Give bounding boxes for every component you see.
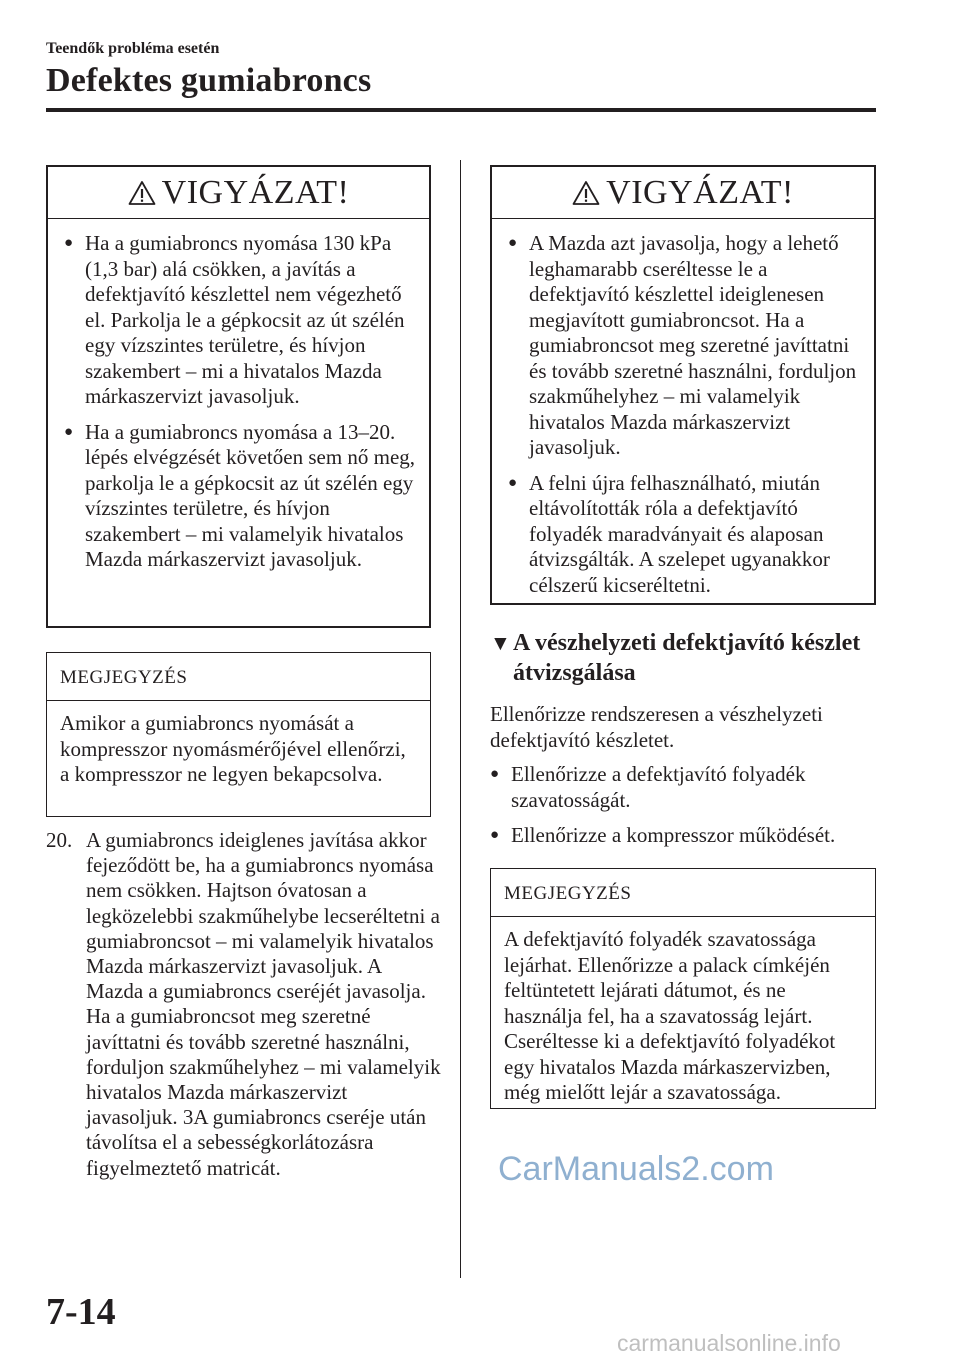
page-title: Defektes gumiabroncs xyxy=(46,62,372,99)
title-rule xyxy=(46,108,876,112)
section-bullet-list xyxy=(490,762,874,849)
bullet-icon: ● xyxy=(64,423,74,440)
caution-item: ● A Mazda azt javasolja, hogy a lehető leghamarabb cseréltesse le a defektjavító készlettel ideiglenesen megjavított gumiabroncsot. Ha a gumiabroncsot meg szeretné javíttatni és tovább szeretné használni, forduljon szakműhelyhez – mi valamelyik hivatalos Mazda márkaszervizt javasoljuk. xyxy=(508,231,857,459)
list-item: ● Ellenőrizze a kompresszor működését. xyxy=(490,823,836,847)
caution-header xyxy=(48,167,429,219)
bullet-icon: ● xyxy=(490,766,500,782)
list-item: ● Ellenőrizze a defektjavító folyadék szavatosságát. xyxy=(490,762,806,812)
section-heading xyxy=(490,628,876,688)
warning-triangle-icon xyxy=(128,180,156,206)
step-text: A gumiabroncs ideiglenes javítása akkor fejeződött be, ha a gumiabroncs nyomása nem csökken. Hajtson óvatosan a legközelebbi szakműhelybe lecseréltetni a gumiabroncsot – mi valamelyik hivatalos Mazda márkaszervizt javasoljuk. A Mazda a gumiabroncs cseréjét javasolja. Ha a gumiabroncsot meg szeretné javíttatni és tovább szeretné használni, forduljon szakműhelyhez – mi valamelyik hivatalos Mazda márkaszervizt javasoljuk. 3A gumiabroncs cseréje után távolítsa el a sebességkorlátozásra figyelmeztető matricát. xyxy=(86,828,441,1180)
footer-site-link[interactable]: carmanualsonline.info xyxy=(617,1330,841,1356)
bullet-icon: ● xyxy=(64,235,74,251)
column-divider xyxy=(460,160,461,1278)
running-head: Teendők probléma esetén xyxy=(46,40,220,57)
step-item xyxy=(46,828,442,1181)
caution-title: VIGYÁZAT! xyxy=(161,173,350,211)
step-number: 20. xyxy=(46,828,73,852)
caution-box-right xyxy=(490,165,876,605)
caution-item: ● Ha a gumiabroncs nyomása 130 kPa (1,3 bar) alá csökken, a javítás a defektjavító készlettel nem végezhető el. Parkolja le a gépkocsit az út szélén egy vízszintes területre, és hívjon szakembert – mi a hivatalos Mazda márkaszervizt javasoljuk. xyxy=(64,231,405,408)
caution-item: ● Ha a gumiabroncs nyomása a 13–20. lépés elvégzését követően sem nő meg, parkolja le a gépkocsit az út szélén egy vízszintes területre, és hívjon szakembert – mi valamelyik hivatalos Mazda márkaszervizt javasoljuk. xyxy=(64,419,416,571)
watermark: CarManuals2.com xyxy=(498,1150,774,1188)
page-number: 7-14 xyxy=(46,1291,116,1333)
bullet-icon: ● xyxy=(508,235,518,251)
note-text: A defektjavító folyadék szavatossága lejárhat. Ellenőrizze a palack címkéjén feltüntetett lejárati dátumot, és ne használja fel, ha a szavatosság lejárt. Cseréltesse ki a defektjavító folyadékot egy hivatalos Mazda márkaszervizben, még mielőtt lejár a szavatossága. xyxy=(504,927,836,1104)
bullet-icon: ● xyxy=(508,474,518,491)
section-intro: Ellenőrizze rendszeresen a vészhelyzeti defektjavító készletet. xyxy=(490,702,823,752)
caution-title: VIGYÁZAT! xyxy=(606,173,794,211)
section-heading-text: A vészhelyzeti defektjavító készlet átvizsgálása xyxy=(513,630,861,686)
caution-item: ● A felni újra felhasználható, miután eltávolították róla a defektjavító folyadék maradványait és alaposan átvizsgálták. A szelepet ugyanakkor célszerű kicseréltetni. xyxy=(508,470,830,597)
note-box-left xyxy=(46,652,431,817)
bullet-icon: ● xyxy=(490,827,500,843)
note-title: MEGJEGYZÉS xyxy=(47,653,430,701)
caution-box-left xyxy=(46,165,431,628)
triangle-down-icon: ▼ xyxy=(490,631,511,655)
note-title: MEGJEGYZÉS xyxy=(491,869,875,917)
note-text: Amikor a gumiabroncs nyomását a kompresszor nyomásmérőjével ellenőrzi, a kompresszor ne legyen bekapcsolva. xyxy=(60,711,406,786)
warning-triangle-icon xyxy=(572,180,600,206)
caution-header xyxy=(492,167,874,219)
note-box-right xyxy=(490,868,876,1109)
